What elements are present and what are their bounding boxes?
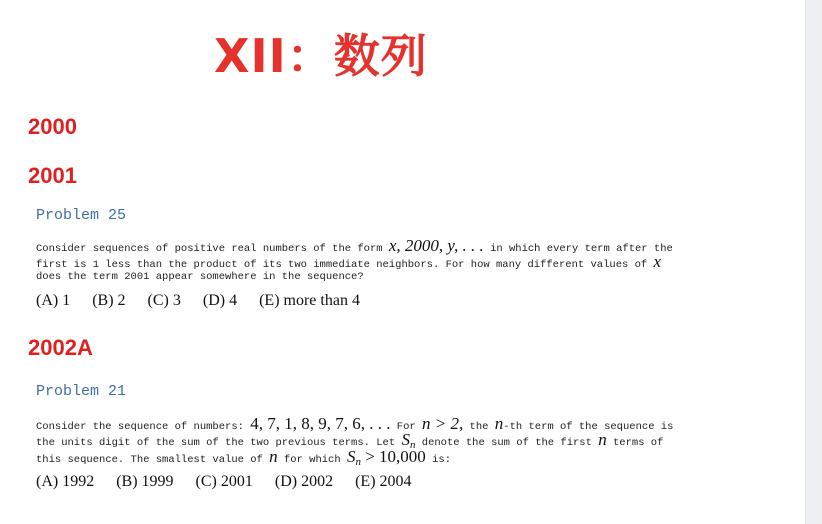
choice-e: (E) 2004: [355, 473, 412, 490]
choice-a: (A) 1992: [36, 473, 95, 490]
side-panel-edge: [805, 0, 822, 524]
page-title: XII：数列: [214, 29, 428, 83]
choice-b: (B) 1999: [116, 473, 174, 490]
choice-e: (E) more than 4: [259, 292, 360, 309]
choice-b: (B) 2: [92, 292, 126, 309]
choice-c: (C) 2001: [195, 473, 253, 490]
answer-choices: [36, 292, 382, 310]
year-heading-2000: 2000: [28, 114, 77, 139]
year-heading-2002a: 2002A: [28, 335, 93, 360]
choice-d: (D) 4: [202, 292, 238, 309]
choice-c: (C) 3: [147, 292, 181, 309]
problem-statement: Consider the sequence of numbers: 4, 7, 1, 8, 9, 7, 6, . . . For n > 2, the n-th term of the sequence is the units digit of the sum of the two previous terms. Let $S_n$ denote the sum of the first n terms of this sequence. The smallest value of n for which $S_n > 10,000$ is:: [36, 414, 674, 469]
year-heading-2001: 2001: [28, 163, 77, 188]
problem-statement: Consider sequences of positive real numbers of the form x, 2000, y, . . . in which every term after the first is 1 less than the product of its two immediate neighbors. For how many different values of x does the term 2001 appear somewhere in the sequence?: [36, 236, 673, 283]
problem-heading: Problem 21: [36, 383, 127, 400]
answer-choices: [36, 473, 434, 491]
problem-heading: Problem 25: [36, 207, 127, 224]
choice-a: (A) 1: [36, 292, 71, 309]
choice-d: (D) 2002: [274, 473, 334, 490]
